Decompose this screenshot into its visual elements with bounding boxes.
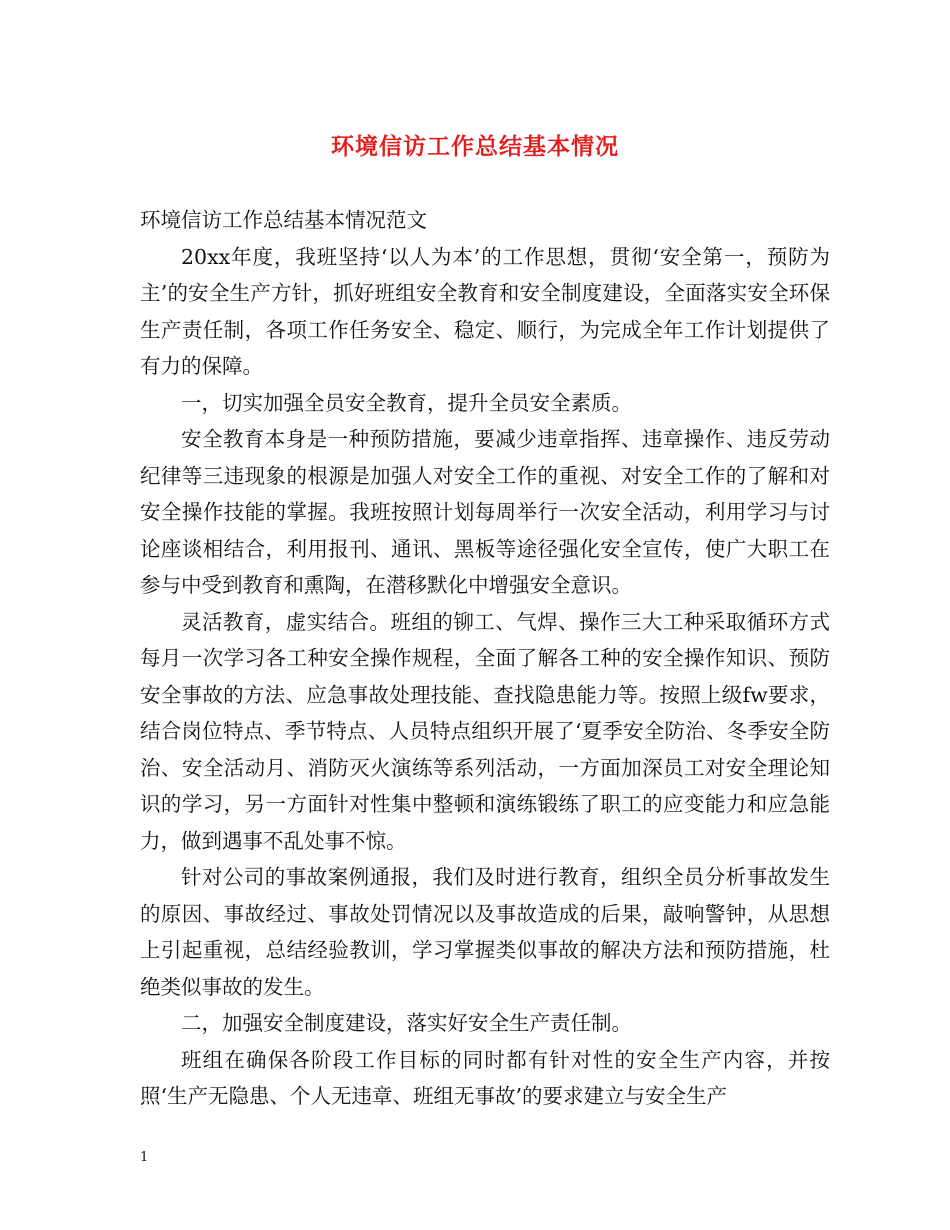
paragraph-team-goals: 班组在确保各阶段工作目标的同时都有针对性的安全生产内容，并按照‘生产无隐患、个人无违章、班组无事故’的要求建立与安全生产 [140,1047,830,1108]
paragraph-case-notification: 针对公司的事故案例通报，我们及时进行教育，组织全员分析事故发生的原因、事故经过、事故处罚情况以及事故造成的后果，敲响警钟，从思想上引起重视，总结经验教训，学习掌握类似事故的解决方法和预防措施，杜绝类似事故的发生。 [140,865,830,999]
document-body [140,202,830,1115]
page-number: 1 [140,1150,149,1165]
paragraph-flexible-education: 灵活教育，虚实结合。班组的铆工、气焊、操作三大工种采取循环方式每月一次学习各工种安全操作规程，全面了解各工种的安全操作知识、预防安全事故的方法、应急事故处理技能、查找隐患能力等。按照上级fw要求，结合岗位特点、季节特点、人员特点组织开展了‘夏季安全防治、冬季安全防治、安全活动月、消防灭火演练等系列活动，一方面加深员工对安全理论知识的学习，另一方面针对性集中整顿和演练锻练了职工的应变能力和应急能力，做到遇事不乱处事不惊。 [140,609,830,853]
section-heading-1: 一，切实加强全员安全教育，提升全员安全素质。 [181,390,632,415]
section-heading-2: 二，加强安全制度建设，落实好安全生产责任制。 [181,1011,632,1035]
document-title: 环境信访工作总结基本情况 [331,133,619,160]
paragraph-safety-education: 安全教育本身是一种预防措施，要减少违章指挥、违章操作、违反劳动纪律等三违现象的根源是加强人对安全工作的重视、对安全工作的了解和对安全操作技能的掌握。我班按照计划每周举行一次安全活动，利用学习与讨论座谈相结合，利用报刊、通讯、黑板等途径强化安全宣传，使广大职工在参与中受到教育和熏陶，在潜移默化中增强安全意识。 [140,427,830,597]
document-subtitle: 环境信访工作总结基本情况范文 [140,208,427,232]
paragraph-intro: 20xx年度，我班坚持‘以人为本’的工作思想，贯彻‘安全第一，预防为主’的安全生产方针，抓好班组安全教育和安全制度建设，全面落实安全环保生产责任制，各项工作任务安全、稳定、顺行，为完成全年工作计划提供了有力的保障。 [140,244,830,378]
